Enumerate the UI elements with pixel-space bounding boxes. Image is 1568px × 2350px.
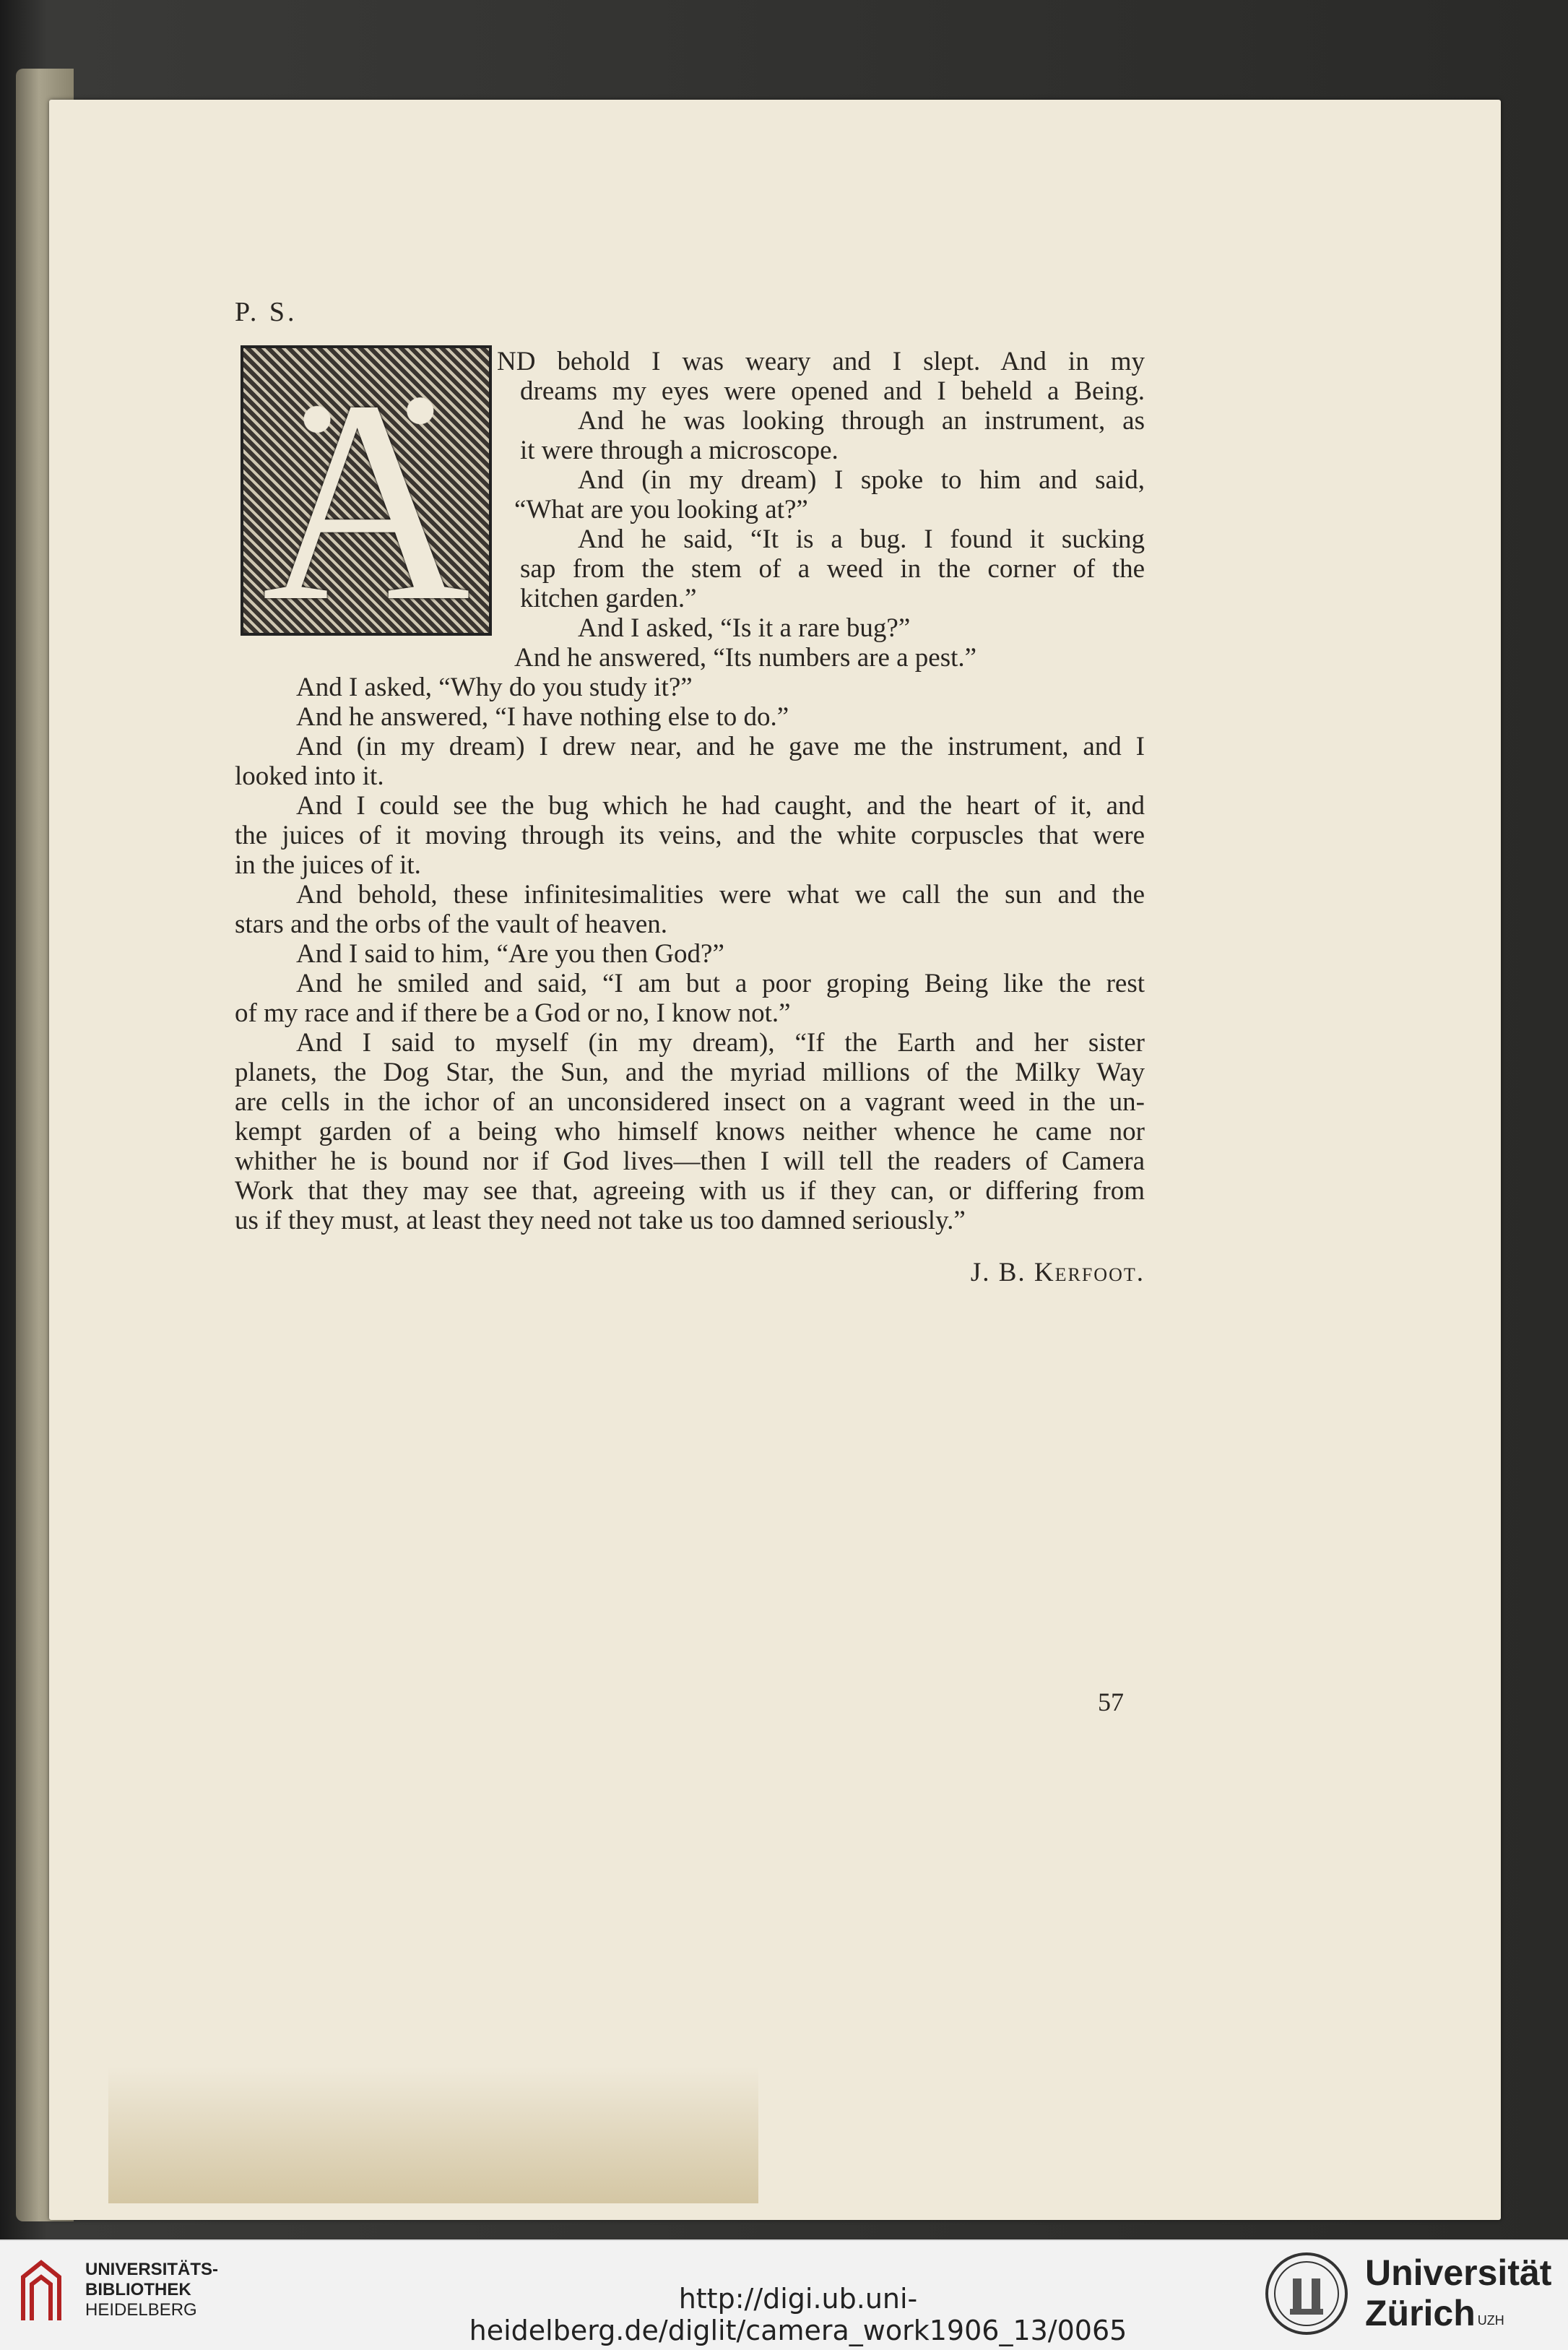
- university-name: [1365, 2252, 1551, 2333]
- text-line: And he answered, “Its numbers are a pest.”: [514, 643, 977, 673]
- text-line: whither he is bound nor if God lives—then I will tell the readers of Camera: [235, 1146, 1145, 1176]
- text-line: kitchen garden.”: [520, 584, 697, 613]
- paper-stain: [108, 2066, 758, 2203]
- text-line: And I said to him, “Are you then God?”: [296, 939, 724, 969]
- text-line: planets, the Dog Star, the Sun, and the myriad millions of the Milky Way: [235, 1058, 1145, 1087]
- university-line: Zürich: [1365, 2293, 1476, 2333]
- text-line: And (in my dream) I spoke to him and said,: [578, 465, 1145, 495]
- text-line: the juices of it moving through its veins, and the white corpuscles that were: [235, 821, 1145, 850]
- text-line: And he said, “It is a bug. I found it sucking: [578, 524, 1145, 554]
- university-line: Universität: [1365, 2252, 1552, 2293]
- text-line: And behold, these infinitesimalities were what we call the sun and the: [296, 880, 1145, 910]
- drop-cap-ornament: [241, 341, 492, 661]
- text-line: looked into it.: [235, 761, 384, 791]
- library-line: BIBLIOTHEK: [85, 2280, 191, 2299]
- text-line: And he was looking through an instrument, as: [578, 406, 1145, 436]
- author-signature: J. B. Kerfoot.: [970, 1258, 1145, 1287]
- text-line: kempt garden of a being who himself knows neither whence he came nor: [235, 1117, 1145, 1146]
- text-line: are cells in the ichor of an unconsidered insect on a vagrant weed in the un-: [235, 1087, 1145, 1117]
- text-line: us if they must, at least they need not take us too damned seriously.”: [235, 1206, 966, 1235]
- text-line: sap from the stem of a weed in the corner of the: [520, 554, 1145, 584]
- text-line: of my race and if there be a God or no, I know not.”: [235, 998, 791, 1028]
- text-line: And I could see the bug which he had caught, and the heart of it, and: [296, 791, 1145, 821]
- text-line: And he smiled and said, “I am but a poor groping Being like the rest: [296, 969, 1145, 998]
- text-line: And I asked, “Why do you study it?”: [296, 673, 693, 702]
- text-line: Work that they may see that, agreeing with us if they can, or differing from: [235, 1176, 1145, 1206]
- text-line: And he answered, “I have nothing else to do.”: [296, 702, 789, 732]
- text-line: “What are you looking at?”: [514, 495, 808, 524]
- text-line: dreams my eyes were opened and I beheld a Being.: [520, 376, 1145, 406]
- library-line: UNIVERSITÄTS-: [85, 2260, 219, 2279]
- text-line: it were through a microscope.: [520, 436, 839, 465]
- permalink-url[interactable]: http://digi.ub.uni-heidelberg.de/diglit/camera_work1906_13/0065: [469, 2283, 1127, 2346]
- text-line: in the juices of it.: [235, 850, 421, 880]
- university-seal-icon: [1264, 2251, 1349, 2336]
- text-line: And (in my dream) I drew near, and he gave me the instrument, and I: [296, 732, 1145, 761]
- library-name: [85, 2260, 218, 2320]
- drop-cap-letter: A: [261, 341, 471, 661]
- text-line: stars and the orbs of the vault of heaven.: [235, 910, 668, 939]
- section-heading: P. S.: [235, 297, 298, 327]
- page-number: 57: [1098, 1688, 1124, 1716]
- university-abbrev: UZH: [1477, 2313, 1504, 2328]
- ub-heidelberg-logo-icon: [16, 2255, 66, 2328]
- library-line: HEIDELBERG: [85, 2300, 197, 2320]
- text-line: And I asked, “Is it a rare bug?”: [578, 613, 911, 643]
- text-line: And I said to myself (in my dream), “If the Earth and her sister: [296, 1028, 1145, 1058]
- text-line: ND behold I was weary and I slept. And in my: [497, 347, 1145, 376]
